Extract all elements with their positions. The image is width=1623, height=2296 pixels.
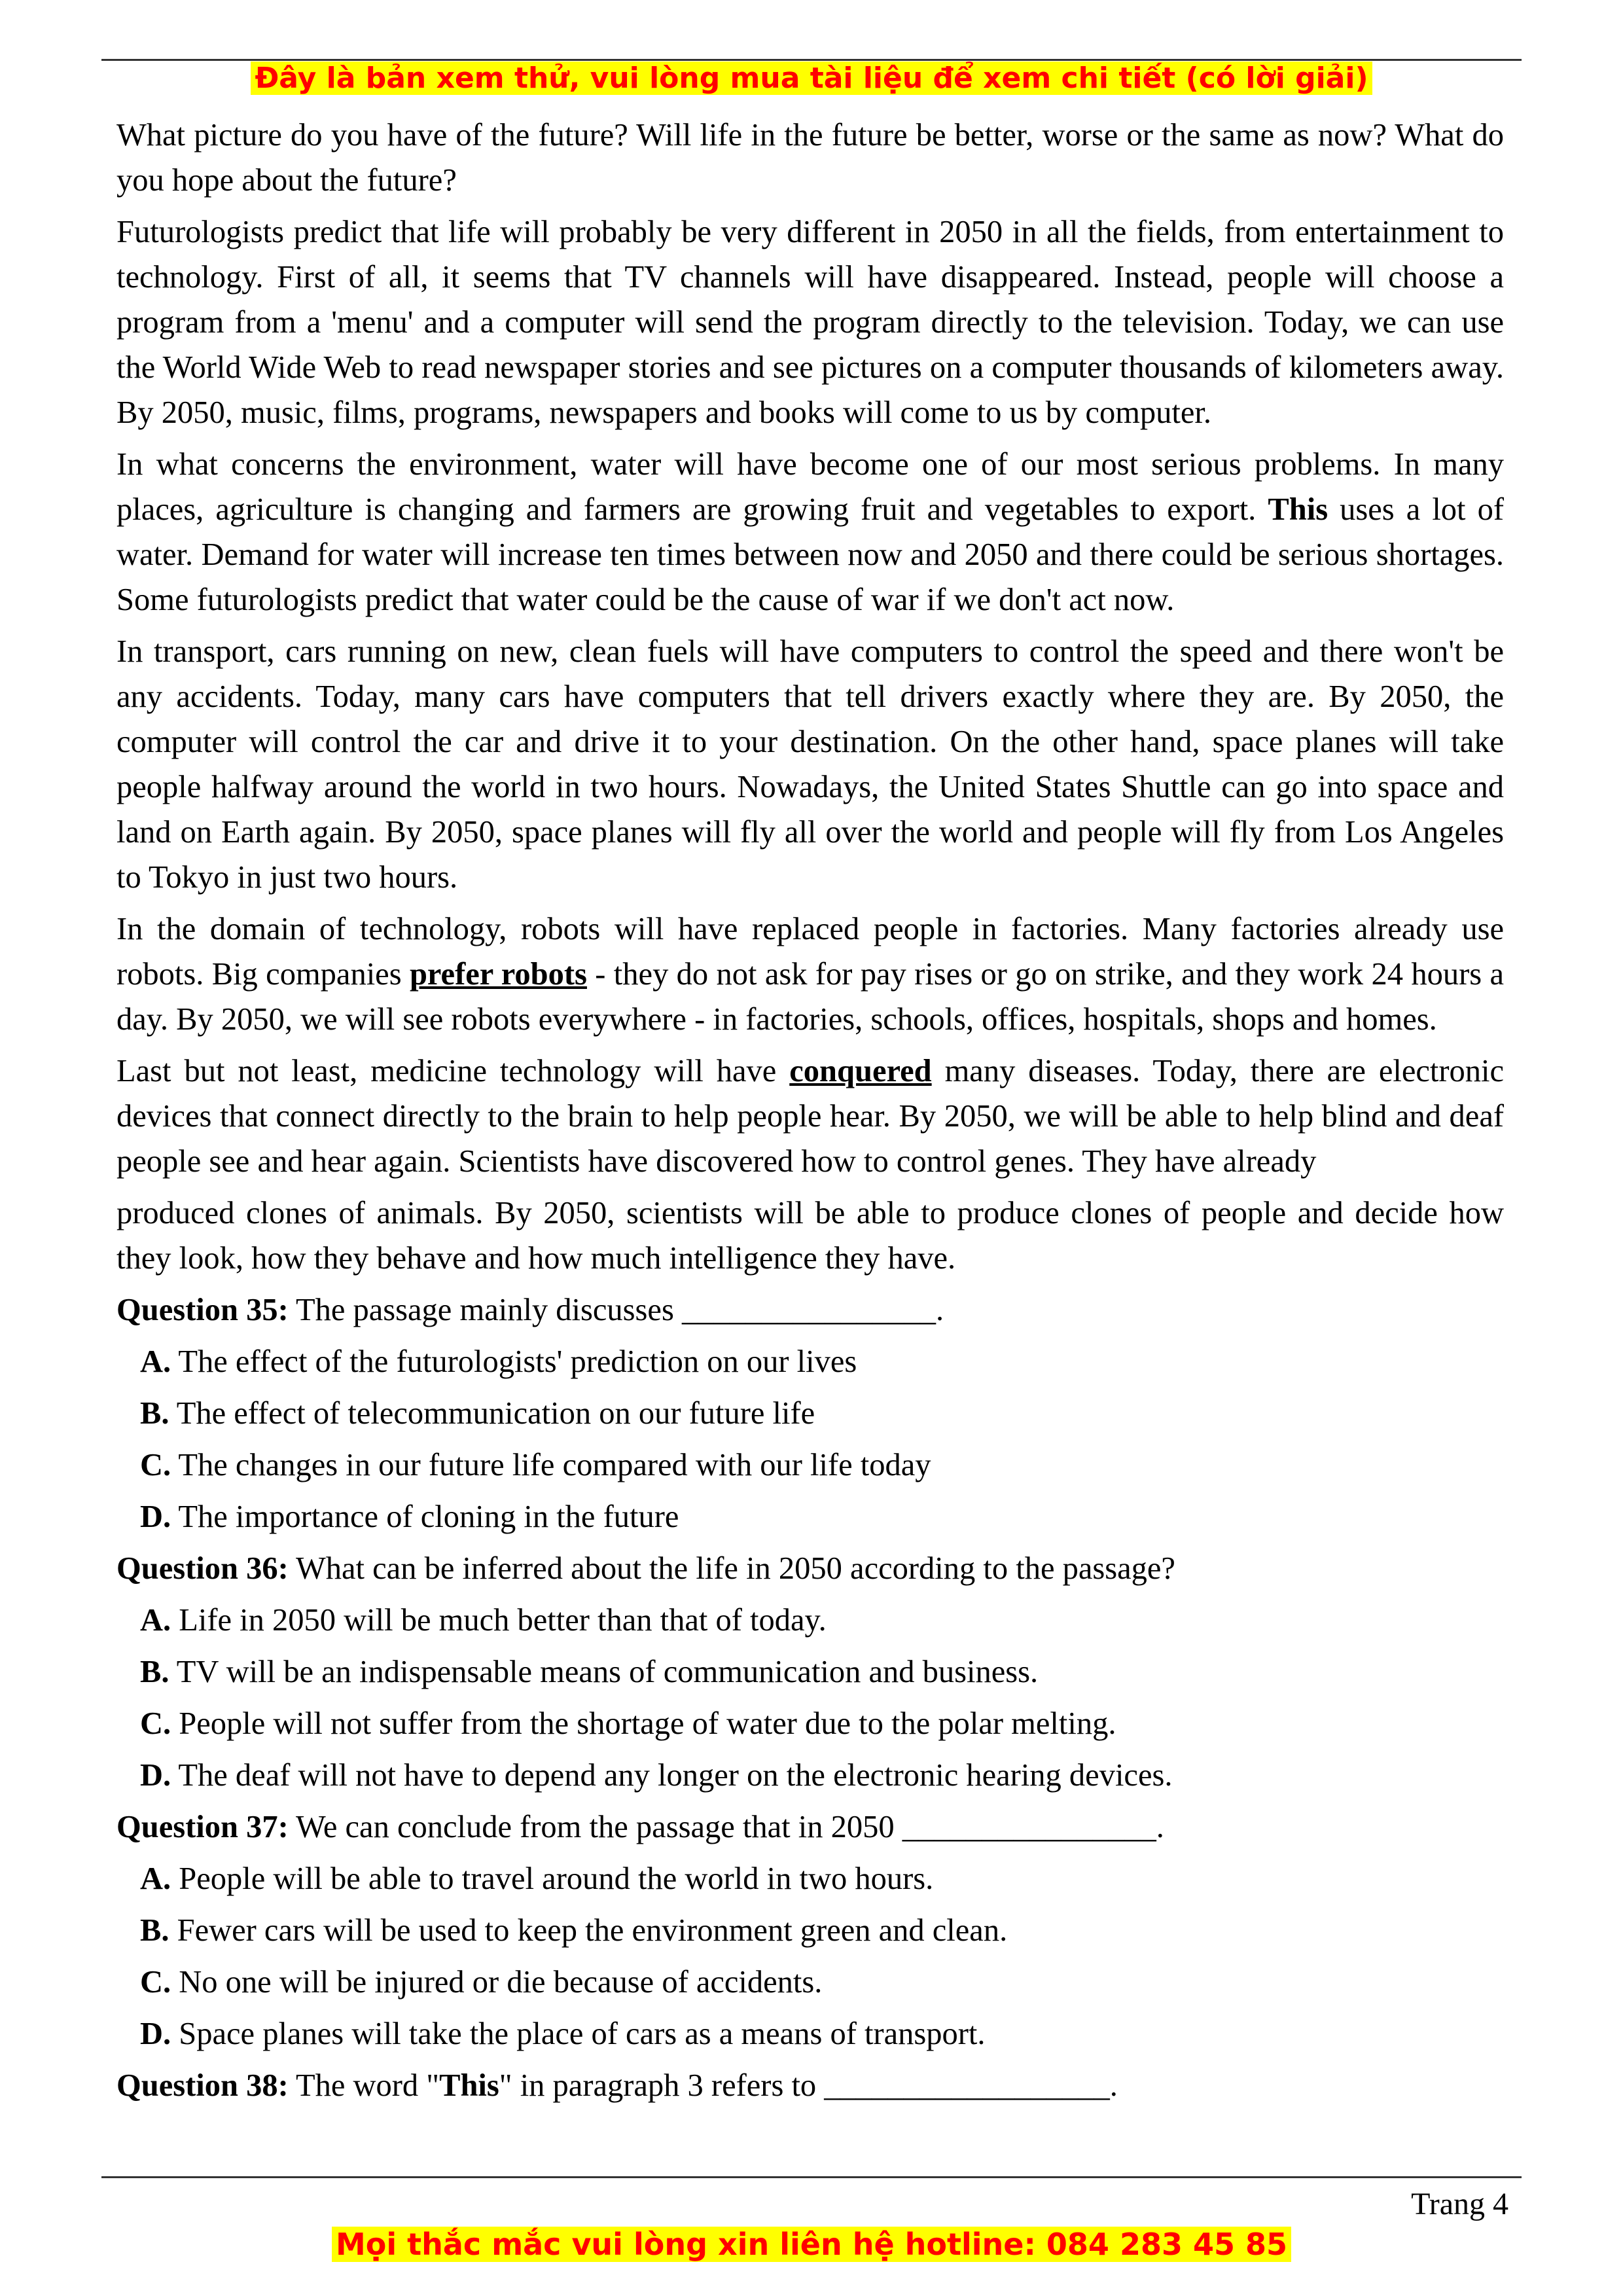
option-letter: B.	[140, 1655, 169, 1689]
p6-text-start: Last but not least, medicine technology will have	[116, 1054, 790, 1088]
question-38	[116, 2063, 1504, 2108]
p5-text-end: - they do not ask for pay rises or go on strike, and they work 24 hours a day. By 2050, we will see robots everywhere - in factories, schools, offices, hospitals, shops and homes.	[116, 957, 1504, 1037]
option-letter: A.	[140, 1861, 171, 1896]
highlight-conquered: conquered	[789, 1054, 932, 1088]
option-text: The effect of the futurologists' prediction on our lives	[171, 1344, 857, 1379]
question-37	[116, 1804, 1504, 1850]
question-label: Question 35:	[116, 1293, 289, 1327]
option-letter: D.	[140, 1758, 171, 1793]
option-text: Fewer cars will be used to keep the environment green and clean.	[169, 1913, 1008, 1948]
option-letter: D.	[140, 1499, 171, 1534]
passage-paragraph-4: In transport, cars running on new, clean fuels will have computers to control the speed and there won't be any accidents. Today, many cars have computers that tell drivers exactly where they are. By 2050, the computer will control the car and drive it to your destination. On the other hand, space planes will take people halfway around the world in two hours. Nowadays, the United States Shuttle can go into space and land on Earth again. By 2050, space planes will fly all over the world and people will fly from Los Angeles to Tokyo in just two hours.	[116, 634, 1504, 895]
option-text: Life in 2050 will be much better than that of today.	[171, 1603, 827, 1638]
option-text: No one will be injured or die because of accidents.	[171, 1965, 823, 2000]
question-label: Question 36:	[116, 1551, 289, 1586]
question-37-option-d	[116, 2011, 1504, 2056]
question-36-option-d	[116, 1753, 1504, 1798]
p5-text-start: In the domain of technology, robots will have replaced people in factories. Many factories already use robots. Big companies	[116, 912, 1504, 992]
question-35-option-b	[116, 1391, 1504, 1436]
question-text: The passage mainly discusses ________________.	[288, 1293, 944, 1327]
option-letter: D.	[140, 2017, 171, 2051]
option-text: The changes in our future life compared with our life today	[171, 1448, 931, 1482]
question-35-option-c	[116, 1443, 1504, 1488]
question-text: What can be inferred about the life in 2050 according to the passage?	[288, 1551, 1175, 1586]
footer-rule	[101, 2176, 1522, 2178]
question-text-end: " in paragraph 3 refers to __________________.	[499, 2068, 1118, 2103]
option-text: The effect of telecommunication on our future life	[169, 1396, 815, 1431]
passage-paragraph-1: What picture do you have of the future? Will life in the future be better, worse or the same as now? What do you hope about the future?	[116, 118, 1504, 198]
option-letter: A.	[140, 1603, 171, 1638]
option-text: People will not suffer from the shortage of water due to the polar melting.	[171, 1706, 1116, 1741]
option-text: People will be able to travel around the world in two hours.	[171, 1861, 934, 1896]
option-letter: C.	[140, 1448, 171, 1482]
question-36-option-a	[116, 1598, 1504, 1643]
question-37-option-a	[116, 1856, 1504, 1901]
page-number: Trang 4	[1411, 2187, 1508, 2221]
question-label: Question 37:	[116, 1810, 289, 1844]
passage-paragraph-5	[116, 906, 1504, 1042]
hotline-banner	[0, 2225, 1623, 2263]
question-36-option-c	[116, 1701, 1504, 1746]
question-35-option-d	[116, 1494, 1504, 1539]
option-letter: B.	[140, 1913, 169, 1948]
passage-paragraph-7: produced clones of animals. By 2050, scientists will be able to produce clones of people and decide how they look, how they behave and how much intelligence they have.	[116, 1196, 1504, 1276]
preview-banner	[0, 60, 1623, 97]
option-text: The importance of cloning in the future	[171, 1499, 679, 1534]
question-36	[116, 1546, 1504, 1591]
question-label: Question 38:	[116, 2068, 289, 2103]
option-letter: C.	[140, 1965, 171, 2000]
question-text-start: The word "	[288, 2068, 440, 2103]
question-37-option-c	[116, 1960, 1504, 2005]
option-letter: A.	[140, 1344, 171, 1379]
passage-paragraph-2: Futurologists predict that life will probably be very different in 2050 in all the fields, from entertainment to technology. First of all, it seems that TV channels will have disappeared. Instead, people will choose a program from a 'menu' and a computer will send the program directly to the television. Today, we can use the World Wide Web to read newspaper stories and see pictures on a computer thousands of kilometers away. By 2050, music, films, programs, newspapers and books will come to us by computer.	[116, 215, 1504, 430]
document-body	[116, 113, 1504, 2115]
p3-text-end: uses a lot of water. Demand for water will increase ten times between now and 2050 and there could be serious shortages. Some futurologists predict that water could be the cause of war if we don't act now.	[116, 492, 1505, 617]
preview-banner-text: Đây là bản xem thử, vui lòng mua tài liệu để xem chi tiết (có lời giải)	[251, 62, 1372, 95]
question-quoted-word: This	[439, 2068, 499, 2103]
option-text: The deaf will not have to depend any longer on the electronic hearing devices.	[171, 1758, 1173, 1793]
p3-text-start: In what concerns the environment, water will have become one of our most serious problems. In many places, agriculture is changing and farmers are growing fruit and vegetables to export.	[116, 447, 1504, 527]
question-text: We can conclude from the passage that in 2050 ________________.	[288, 1810, 1164, 1844]
question-35-option-a	[116, 1339, 1504, 1384]
option-text: TV will be an indispensable means of communication and business.	[169, 1655, 1039, 1689]
question-36-option-b	[116, 1649, 1504, 1695]
highlight-prefer-robots: prefer robots	[409, 957, 587, 992]
passage-paragraph-6	[116, 1049, 1504, 1184]
question-37-option-b	[116, 1908, 1504, 1953]
passage-paragraph-3	[116, 442, 1504, 622]
option-letter: B.	[140, 1396, 169, 1431]
option-letter: C.	[140, 1706, 171, 1741]
hotline-text: Mọi thắc mắc vui lòng xin liên hệ hotline: 084 283 45 85	[332, 2227, 1291, 2262]
p6-text-end: many diseases. Today, there are electronic devices that connect directly to the brain to help people hear. By 2050, we will be able to help blind and deaf people see and hear again. Scientists have discovered how to control genes. They have already	[116, 1054, 1505, 1179]
option-text: Space planes will take the place of cars as a means of transport.	[171, 2017, 986, 2051]
question-35	[116, 1287, 1504, 1333]
highlight-word-this: This	[1268, 492, 1329, 527]
